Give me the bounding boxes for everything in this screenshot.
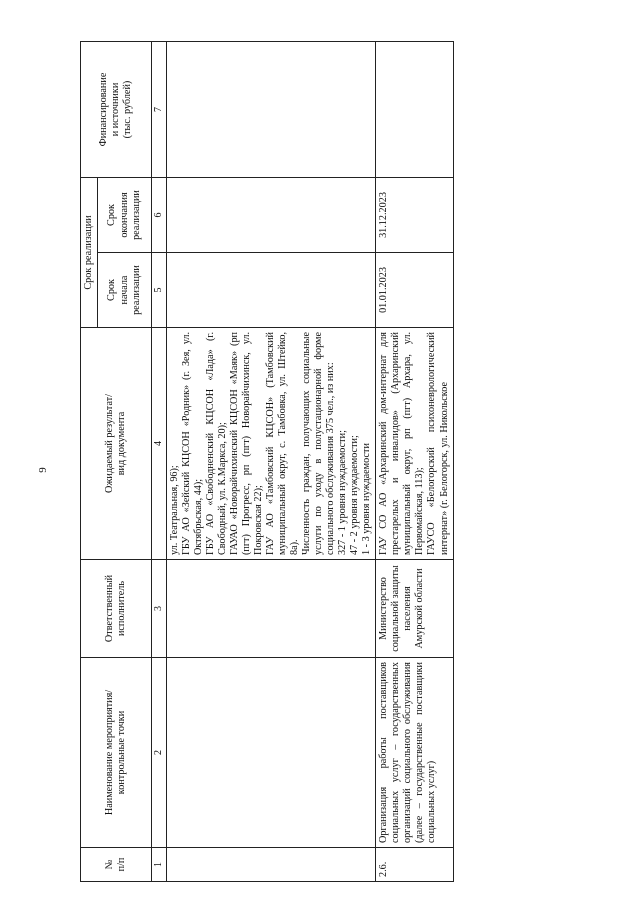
rotated-table-area — [80, 42, 640, 877]
header-start: Срок начала реализации — [98, 253, 152, 328]
col-number-1: 1 — [152, 848, 167, 882]
row-executor — [166, 560, 376, 658]
table-row — [166, 42, 376, 882]
row-start — [166, 253, 376, 328]
table-row — [376, 42, 453, 882]
col-number-2: 2 — [152, 658, 167, 848]
row-finance — [376, 42, 453, 178]
header-num: № п/п — [81, 848, 152, 882]
row-end — [166, 178, 376, 253]
row-num — [166, 848, 376, 882]
page-number: 9 — [37, 467, 49, 473]
header-period: Срок реализации — [81, 178, 98, 328]
col-number-7: 7 — [152, 42, 167, 178]
row-result: ул. Театральная, 96); ГБУ АО «Зейский КЦСОН «Родник» (г. Зея, ул. Октябрьская, 44); ГБУ АО «Свободненский КЦСОН «Лада» (г. Свободный, ул. К.Маркса, 20); ГАУАО «Новорайчихинский КЦСОН «Маяк» (рп (пгт) Прогресс, рп (пгт) Новорайчихинск, ул. Покровская 22); ГАУ АО «Тамбовский КЦСОН» (Тамбовский муниципальный округ, с. Тамбовка, ул. Штейко, 8а). Численность граждан, получающих социальные услуги по уходу в полустационарной форме социального обслуживания 375 чел., из них: 327 - 1 уровня нуждаемости; 47 - 2 уровня нуждаемости; 1 - 3 уровня нуждаемости — [166, 328, 376, 560]
row-executor: Министерство социальной защиты населения Амурской области — [376, 560, 453, 658]
row-name: Организация работы поставщиков социальных услуг – государственных организаций социального обслуживания (далее – государственные поставщики социальных услуг) — [376, 658, 453, 848]
header-finance: Финансирование и источники (тыс. рублей) — [81, 42, 152, 178]
col-number-6: 6 — [152, 178, 167, 253]
row-end: 31.12.2023 — [376, 178, 453, 253]
row-start: 01.01.2023 — [376, 253, 453, 328]
row-num: 2.6. — [376, 848, 453, 882]
col-number-4: 4 — [152, 328, 167, 560]
header-result: Ожидаемый результат/ вид документа — [81, 328, 152, 560]
row-finance — [166, 42, 376, 178]
header-name: Наименование мероприятия/ контрольные точки — [81, 658, 152, 848]
row-result: ГАУ СО АО «Архаринский дом-интернат для престарелых и инвалидов» (Архаринский муниципальный округ, рп (пгт) Архара, ул. Первомайская, 113); ГАУСО «Белогорский психоневрологический интернат» (г. Белогорск, ул. Никольское — [376, 328, 453, 560]
col-number-3: 3 — [152, 560, 167, 658]
header-executor: Ответственный исполнитель — [81, 560, 152, 658]
program-table — [80, 41, 454, 882]
header-end: Срок окончания реализации — [98, 178, 152, 253]
col-number-5: 5 — [152, 253, 167, 328]
row-name — [166, 658, 376, 848]
